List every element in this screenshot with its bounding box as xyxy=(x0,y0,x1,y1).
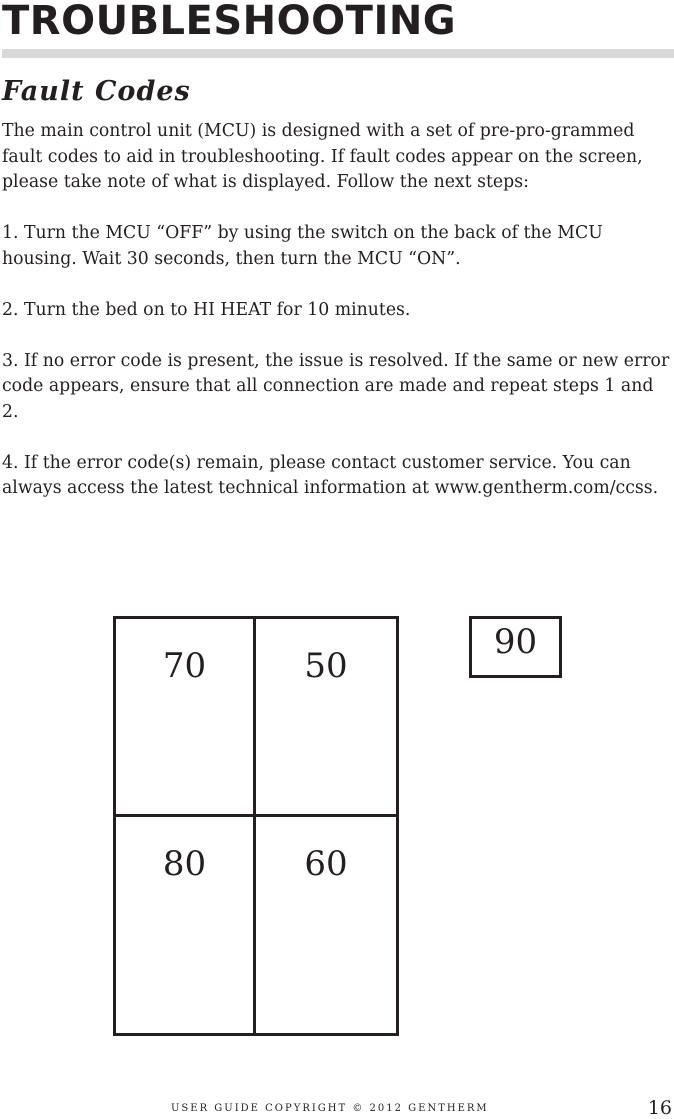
fault-code-cell: 60 xyxy=(304,844,348,884)
heading-divider xyxy=(2,49,674,58)
fault-code-single-box: 90 xyxy=(469,616,562,678)
step-3-paragraph: 3. If no error code is present, the issue is resolved. If the same or new error code appears, ensure that all connection are made and repeat steps 1 and 2. xyxy=(2,350,670,422)
body-text xyxy=(2,119,674,527)
section-title: Fault Codes xyxy=(2,76,191,107)
fault-code-cell: 80 xyxy=(116,817,256,1033)
page-number: 16 xyxy=(647,1097,672,1119)
step-4-paragraph: 4. If the error code(s) remain, please contact customer service. You can always access the latest technical information at www.gentherm.com/ccss. xyxy=(2,452,659,498)
step-2-paragraph: 2. Turn the bed on to HI HEAT for 10 minutes. xyxy=(2,299,411,320)
intro-paragraph: The main control unit (MCU) is designed with a set of pre-pro-grammed fault codes to aid in troubleshooting. If fault codes appear on the screen, please take note of what is displayed. Follow the next steps: xyxy=(2,121,643,192)
fault-code-cell: 70 xyxy=(116,619,256,817)
fault-code-cell: 50 xyxy=(256,619,396,817)
footer-copyright: USER GUIDE COPYRIGHT © 2012 GENTHERM xyxy=(171,1103,489,1114)
fault-code-grid xyxy=(113,616,399,1036)
page-title: TROUBLESHOOTING xyxy=(2,0,457,44)
step-1-paragraph: 1. Turn the MCU “OFF” by using the switch on the back of the MCU housing. Wait 30 seconds, then turn the MCU “ON”. xyxy=(2,223,603,269)
